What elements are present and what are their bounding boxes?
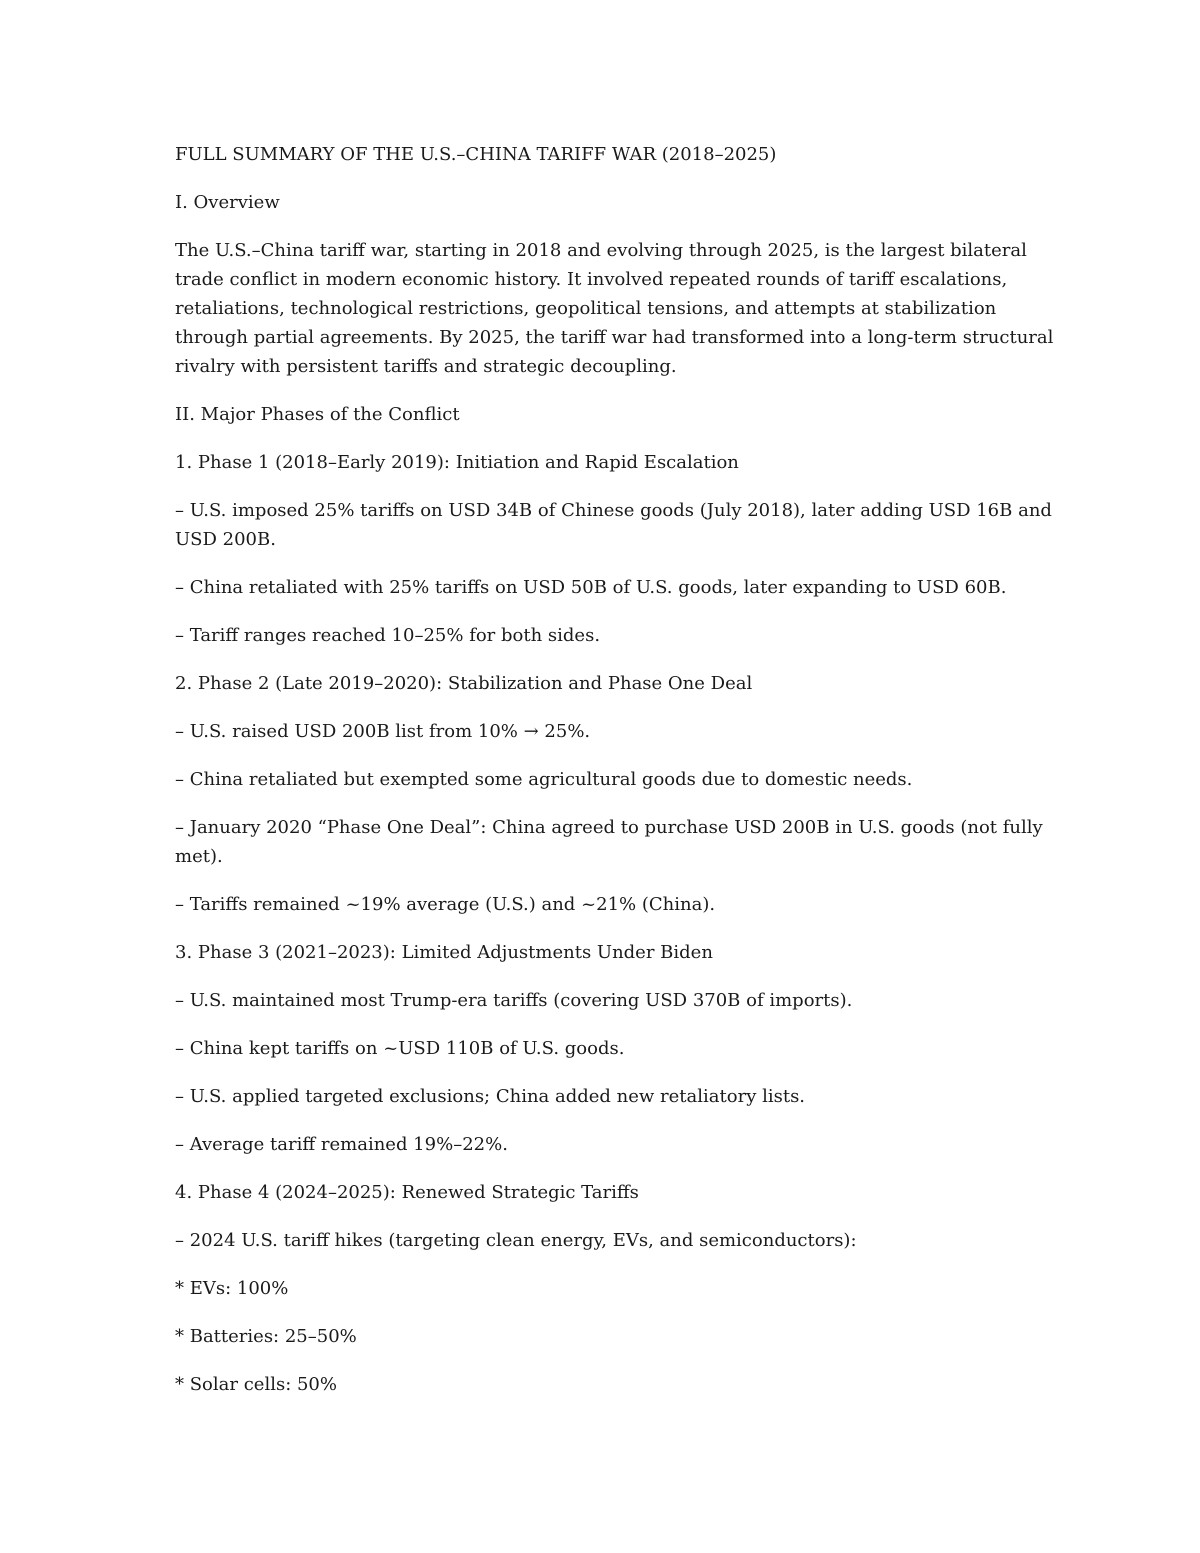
list-item: – Average tariff remained 19%–22%. — [175, 1134, 508, 1155]
list-item: – U.S. maintained most Trump-era tariffs (covering USD 370B of imports). — [175, 990, 853, 1011]
overview-paragraph: The U.S.–China tariff war, starting in 2018 and evolving through 2025, is the largest bilateral trade conflict in modern economic history. It involved repeated rounds of tariff escalations, retaliations, technological restrictions, geopolitical tensions, and attempts at stabilization through partial agreements. By 2025, the tariff war had transformed into a long-term structural rivalry with persistent tariffs and strategic decoupling. — [175, 240, 1054, 377]
list-item: – Tariffs remained ~19% average (U.S.) and ~21% (China). — [175, 894, 716, 915]
bullet-item: * Solar cells: 50% — [175, 1374, 337, 1395]
list-item: – China retaliated but exempted some agricultural goods due to domestic needs. — [175, 769, 913, 790]
bullet-item: * Batteries: 25–50% — [175, 1326, 357, 1347]
list-item: – 2024 U.S. tariff hikes (targeting clean energy, EVs, and semiconductors): — [175, 1230, 857, 1251]
phase4-heading: 4. Phase 4 (2024–2025): Renewed Strategic Tariffs — [175, 1182, 639, 1203]
phase1-heading: 1. Phase 1 (2018–Early 2019): Initiation and Rapid Escalation — [175, 452, 739, 473]
list-item: – U.S. raised USD 200B list from 10% → 25%. — [175, 721, 591, 742]
list-item: – Tariff ranges reached 10–25% for both sides. — [175, 625, 601, 646]
list-item: – U.S. imposed 25% tariffs on USD 34B of Chinese goods (July 2018), later adding USD 16B and USD 200B. — [175, 500, 1052, 550]
list-item: – January 2020 “Phase One Deal”: China agreed to purchase USD 200B in U.S. goods (not fully met). — [175, 817, 1043, 867]
section-heading-phases: II. Major Phases of the Conflict — [175, 404, 460, 425]
list-item: – China kept tariffs on ~USD 110B of U.S. goods. — [175, 1038, 625, 1059]
document-title: FULL SUMMARY OF THE U.S.–CHINA TARIFF WAR (2018–2025) — [175, 144, 777, 165]
bullet-item: * EVs: 100% — [175, 1278, 289, 1299]
section-heading-overview: I. Overview — [175, 192, 280, 213]
phase3-heading: 3. Phase 3 (2021–2023): Limited Adjustments Under Biden — [175, 942, 713, 963]
list-item: – U.S. applied targeted exclusions; China added new retaliatory lists. — [175, 1086, 806, 1107]
phase2-heading: 2. Phase 2 (Late 2019–2020): Stabilization and Phase One Deal — [175, 673, 753, 694]
list-item: – China retaliated with 25% tariffs on USD 50B of U.S. goods, later expanding to USD 60B. — [175, 577, 1007, 598]
document-body — [175, 140, 1055, 1418]
